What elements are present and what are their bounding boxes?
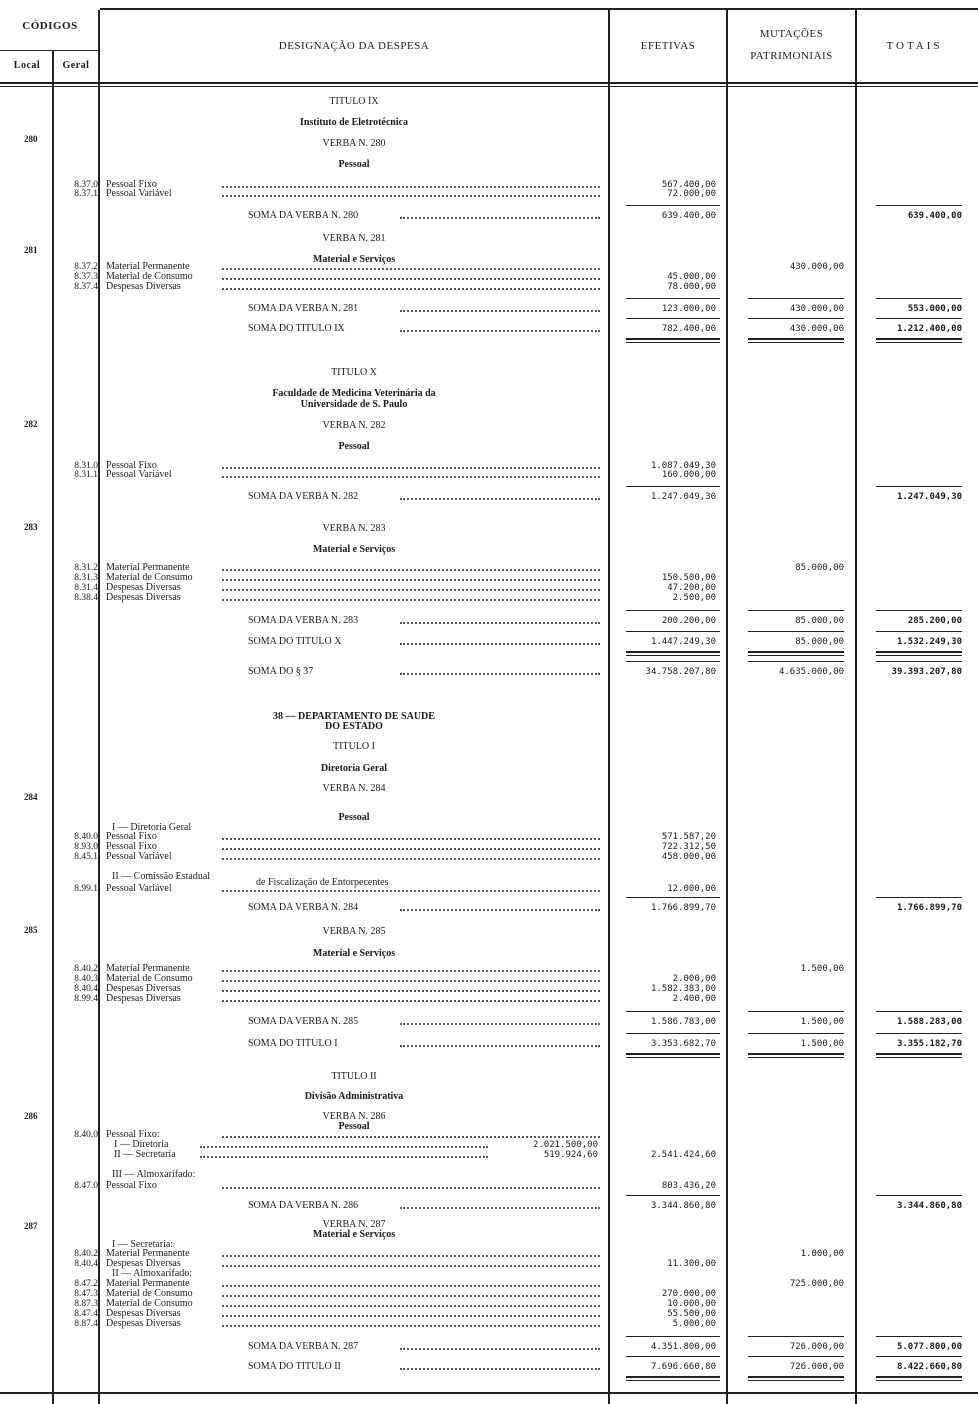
total-rule: [748, 655, 844, 656]
mutacoes-value: 1.000,00: [800, 1249, 844, 1259]
leader-dots: [222, 838, 600, 840]
leader-dots: [222, 1255, 600, 1257]
expense-item: Despesas Diversas: [106, 993, 181, 1004]
total-rule: [626, 897, 720, 898]
efetivas-value: 2.541.424,60: [650, 1150, 716, 1160]
expense-item: Despesas Diversas: [106, 1318, 181, 1329]
mutacoes-total: 430.000,00: [789, 304, 844, 314]
total-rule: [876, 631, 962, 632]
header-patrimoniais: PATRIMONIAIS: [750, 50, 833, 62]
total-rule: [626, 342, 720, 343]
efetivas-value: 803.436,20: [661, 1181, 716, 1191]
local-code: 280: [24, 134, 38, 144]
total-rule: [626, 1376, 720, 1378]
expense-item: Despesas Diversas: [106, 983, 181, 994]
expense-item: Material Permanente: [106, 562, 190, 573]
grand-total: 1.766.899,70: [896, 903, 962, 913]
leader-dots: [400, 498, 600, 500]
total-rule: [626, 205, 720, 206]
header-totais: TOTAIS: [886, 40, 943, 52]
mutacoes-value: 85.000,00: [795, 563, 844, 573]
total-rule: [876, 655, 962, 656]
section-heading: VERBA N. 285: [322, 926, 386, 937]
subsection-label: III — Almoxarifado:: [112, 1169, 196, 1180]
general-code: 8.31.2: [74, 563, 98, 573]
efetivas-value: 78.000,00: [667, 282, 716, 292]
leader-dots: [400, 1023, 600, 1025]
expense-item: Pessoal Fixo: [106, 1180, 157, 1191]
total-rule: [876, 1195, 962, 1196]
total-rule: [626, 610, 720, 611]
expense-subitem: I — Diretoria: [114, 1139, 169, 1150]
leader-dots: [222, 186, 600, 188]
general-code: 8.40.2: [74, 964, 98, 974]
total-rule: [876, 610, 962, 611]
total-rule: [626, 631, 720, 632]
section-heading: VERBA N. 280: [322, 138, 386, 149]
total-rule: [626, 655, 720, 656]
expense-item: Despesas Diversas: [106, 592, 181, 603]
leader-dots: [400, 1045, 600, 1047]
expense-item: Material Permanente: [106, 1278, 190, 1289]
sum-label: SOMA DA VERBA N. 287: [248, 1341, 359, 1352]
sum-label: SOMA DO TITULO I: [248, 1038, 338, 1049]
total-rule: [626, 298, 720, 299]
leader-dots: [400, 1368, 600, 1370]
efetivas-value: 2.500,00: [672, 593, 716, 603]
efetivas-total: 200.200,00: [661, 616, 716, 626]
sum-label: SOMA DO TITULO IX: [248, 323, 345, 334]
total-rule: [748, 661, 844, 662]
section-heading: Pessoal: [338, 812, 370, 823]
grand-total: 639.400,00: [907, 211, 962, 221]
total-rule: [876, 205, 962, 206]
general-code: 8.47.4: [74, 1309, 98, 1319]
efetivas-value: 12.000,00: [667, 884, 716, 894]
expense-item: Material de Consumo: [106, 572, 193, 583]
efetivas-total: 1.447.249,30: [650, 637, 716, 647]
leader-dots: [400, 1348, 600, 1350]
mutacoes-total: 1.500,00: [800, 1017, 844, 1027]
local-code: 287: [24, 1221, 38, 1231]
section-heading: Diretoria Geral: [320, 763, 388, 774]
general-code: 8.31.4: [74, 583, 98, 593]
efetivas-value: 10.000,00: [667, 1299, 716, 1309]
total-rule: [876, 661, 962, 662]
general-code: 8.37.4: [74, 282, 98, 292]
expense-item: Material Permanente: [106, 963, 190, 974]
total-rule: [876, 342, 962, 343]
leader-dots: [222, 1305, 600, 1307]
efetivas-value: 45.000,00: [667, 272, 716, 282]
expense-item: Pessoal Fixo:: [106, 1129, 160, 1140]
efetivas-total: 3.344.860,80: [650, 1201, 716, 1211]
section-heading: DO ESTADO: [325, 721, 383, 732]
header-efetivas: EFETIVAS: [640, 40, 696, 52]
section-heading: Faculdade de Medicina Veterinária da: [272, 388, 436, 399]
expense-item: Despesas Diversas: [106, 582, 181, 593]
total-rule: [626, 1011, 720, 1012]
general-code: 8.40.3: [74, 974, 98, 984]
expense-item: Despesas Diversas: [106, 1258, 181, 1269]
expense-item: Material Permanente: [106, 261, 190, 272]
leader-dots: [222, 579, 600, 581]
general-code: 8.47.2: [74, 1279, 98, 1289]
general-code: 8.40.2: [74, 1249, 98, 1259]
subsection-label: I — Secretaria:: [112, 1239, 174, 1250]
general-code: 8.40.0: [74, 832, 98, 842]
leader-dots: [222, 970, 600, 972]
total-rule: [626, 1057, 720, 1058]
total-rule: [626, 1336, 720, 1337]
efetivas-value: 567.400,00: [661, 180, 716, 190]
total-rule: [748, 610, 844, 611]
total-rule: [748, 1376, 844, 1378]
general-code: 8.99.1: [74, 884, 98, 894]
total-rule: [748, 338, 844, 340]
leader-dots: [400, 643, 600, 645]
total-rule: [748, 651, 844, 653]
mutacoes-value: 1.500,00: [800, 964, 844, 974]
section-heading: Material e Serviços: [312, 948, 396, 959]
general-code: 8.47.0: [74, 1181, 98, 1191]
local-code: 286: [24, 1111, 38, 1121]
leader-dots: [222, 1265, 600, 1267]
section-heading: Instituto de Eletrotécnica: [299, 117, 409, 128]
mutacoes-value: 430.000,00: [789, 262, 844, 272]
total-rule: [748, 631, 844, 632]
leader-dots: [222, 589, 600, 591]
local-code: 282: [24, 419, 38, 429]
section-heading: Divisão Administrativa: [304, 1091, 404, 1102]
leader-dots: [222, 1000, 600, 1002]
general-code: 8.40.0: [74, 1130, 98, 1140]
grand-total: 3.355.182,70: [896, 1039, 962, 1049]
general-code: 8.31.0: [74, 461, 98, 471]
efetivas-value: 270.000,00: [661, 1289, 716, 1299]
grand-total: 1.212.400,00: [896, 324, 962, 334]
section-heading: VERBA N. 283: [322, 523, 386, 534]
efetivas-total: 123.000,00: [661, 304, 716, 314]
total-rule: [626, 1033, 720, 1034]
expense-item: Pessoal Fixo: [106, 179, 157, 190]
section-heading: Pessoal: [338, 159, 370, 170]
total-rule: [0, 1392, 978, 1394]
sum-label: SOMA DA VERBA N. 283: [248, 615, 359, 626]
local-code: 284: [24, 792, 38, 802]
total-rule: [876, 1356, 962, 1357]
leader-dots: [222, 268, 600, 270]
leader-dots: [222, 278, 600, 280]
local-code: 283: [24, 522, 38, 532]
total-rule: [876, 298, 962, 299]
partial-value: 2.021.500,00: [532, 1140, 598, 1150]
grand-total: 1.532.249,30: [896, 637, 962, 647]
leader-dots: [222, 288, 600, 290]
grand-total: 1.247.049,30: [896, 492, 962, 502]
section-heading: TITULO X: [331, 367, 377, 378]
leader-dots: [222, 569, 600, 571]
total-rule: [876, 1011, 962, 1012]
total-rule: [876, 1336, 962, 1337]
subsection-label: II — Almoxarifado:: [112, 1268, 192, 1279]
total-rule: [748, 1356, 844, 1357]
total-rule: [748, 1011, 844, 1012]
expense-item: Material de Consumo: [106, 1288, 193, 1299]
efetivas-total: 782.400,00: [661, 324, 716, 334]
total-rule: [748, 1336, 844, 1337]
grand-total: 1.588.283,00: [896, 1017, 962, 1027]
subsection-label: de Fiscalização de Entorpecentes: [256, 877, 389, 888]
general-code: 8.38.4: [74, 593, 98, 603]
expense-item: Material Permanente: [106, 1248, 190, 1259]
header-mutacoes: MUTAÇÕES: [759, 28, 824, 40]
leader-dots: [222, 1187, 600, 1189]
leader-dots: [400, 310, 600, 312]
local-code: 281: [24, 245, 38, 255]
section-heading: TITULO IX: [329, 96, 379, 107]
grand-total: 285.200,00: [907, 616, 962, 626]
sum-label: SOMA DA VERBA N. 281: [248, 303, 359, 314]
efetivas-value: 2.000,00: [672, 974, 716, 984]
sum-label: SOMA DO TITULO II: [248, 1361, 341, 1372]
leader-dots: [222, 1136, 600, 1138]
expense-item: Despesas Diversas: [106, 281, 181, 292]
subsection-label: II — Comissão Estadual: [112, 871, 211, 882]
efetivas-value: 72.000,00: [667, 189, 716, 199]
leader-dots: [222, 890, 600, 892]
total-rule: [626, 1053, 720, 1055]
section-heading: Universidade de S. Paulo: [300, 399, 408, 410]
expense-subitem: II — Secretaria: [114, 1149, 176, 1160]
sum-label: SOMA DA VERBA N. 282: [248, 491, 359, 502]
efetivas-total: 639.400,00: [661, 211, 716, 221]
total-rule: [876, 897, 962, 898]
sum-label: SOMA DA VERBA N. 286: [248, 1200, 359, 1211]
section-heading: Material e Serviços: [312, 254, 396, 265]
total-rule: [626, 1380, 720, 1381]
total-rule: [748, 342, 844, 343]
partial-value: 519.924,60: [543, 1150, 598, 1160]
efetivas-value: 160.000,00: [661, 470, 716, 480]
expense-item: Pessoal Fixo: [106, 460, 157, 471]
total-rule: [626, 1195, 720, 1196]
expense-item: Despesas Diversas: [106, 1308, 181, 1319]
mutacoes-total: 726.000,00: [789, 1342, 844, 1352]
general-code: 8.47.3: [74, 1289, 98, 1299]
leader-dots: [222, 195, 600, 197]
expense-item: Pessoal Variável: [106, 851, 172, 862]
mutacoes-total: 85.000,00: [795, 637, 844, 647]
total-rule: [876, 1053, 962, 1055]
efetivas-total: 4.351.800,00: [650, 1342, 716, 1352]
general-code: 8.87.3: [74, 1299, 98, 1309]
efetivas-value: 458.000,00: [661, 852, 716, 862]
expense-item: Pessoal Variável: [106, 188, 172, 199]
total-rule: [748, 298, 844, 299]
subsection-label: I — Diretoria Geral: [112, 822, 192, 833]
efetivas-value: 1.087.049,30: [650, 461, 716, 471]
general-code: 8.87.4: [74, 1319, 98, 1329]
efetivas-total: 3.353.682,70: [650, 1039, 716, 1049]
general-code: 8.31.1: [74, 470, 98, 480]
total-rule: [876, 651, 962, 653]
expense-item: Material de Consumo: [106, 271, 193, 282]
expense-item: Pessoal Fixo: [106, 841, 157, 852]
sum-label: SOMA DO TITULO X: [248, 636, 342, 647]
general-code: 8.37.3: [74, 272, 98, 282]
leader-dots: [222, 467, 600, 469]
section-heading: 38 — DEPARTAMENTO DE SAUDE: [273, 711, 435, 722]
general-code: 8.37.1: [74, 189, 98, 199]
general-code: 8.37.0: [74, 180, 98, 190]
local-code: 285: [24, 925, 38, 935]
general-code: 8.40.4: [74, 1259, 98, 1269]
total-rule: [626, 661, 720, 662]
expense-item: Pessoal Variável: [106, 469, 172, 480]
efetivas-value: 571.587,20: [661, 832, 716, 842]
total-rule: [748, 1380, 844, 1381]
section-heading: VERBA N. 281: [322, 233, 386, 244]
mutacoes-total: 726.000,00: [789, 1362, 844, 1372]
total-rule: [876, 1380, 962, 1381]
general-code: 8.40.4: [74, 984, 98, 994]
total-rule: [748, 1057, 844, 1058]
section-heading: Pessoal: [338, 1121, 370, 1132]
total-rule: [626, 338, 720, 340]
total-rule: [876, 486, 962, 487]
efetivas-total: 7.696.660,80: [650, 1362, 716, 1372]
sum-label: SOMA DA VERBA N. 284: [248, 902, 359, 913]
header-geral: Geral: [62, 60, 90, 71]
efetivas-value: 55.500,00: [667, 1309, 716, 1319]
efetivas-value: 150.500,00: [661, 573, 716, 583]
total-rule: [626, 651, 720, 653]
efetivas-total: 34.758.207,80: [645, 667, 716, 677]
total-rule: [748, 318, 844, 319]
leader-dots: [222, 990, 600, 992]
section-heading: VERBA N. 284: [322, 783, 386, 794]
sum-label: SOMA DO § 37: [248, 666, 314, 677]
section-heading: Material e Serviços: [312, 544, 396, 555]
efetivas-value: 722.312,50: [661, 842, 716, 852]
general-code: 8.99.4: [74, 994, 98, 1004]
mutacoes-total: 85.000,00: [795, 616, 844, 626]
section-heading: TITULO I: [333, 741, 375, 752]
total-rule: [626, 1356, 720, 1357]
total-rule: [876, 1033, 962, 1034]
leader-dots: [400, 330, 600, 332]
section-heading: Material e Serviços: [312, 1229, 396, 1240]
leader-dots: [200, 1156, 488, 1158]
leader-dots: [400, 622, 600, 624]
section-heading: TITULO II: [331, 1071, 377, 1082]
efetivas-total: 1.766.899,70: [650, 903, 716, 913]
section-heading: VERBA N. 287: [322, 1219, 386, 1230]
sum-label: SOMA DA VERBA N. 280: [248, 210, 359, 221]
general-code: 8.45.1: [74, 852, 98, 862]
general-code: 8.37.2: [74, 262, 98, 272]
mutacoes-value: 725.000,00: [789, 1279, 844, 1289]
efetivas-value: 47.200,00: [667, 583, 716, 593]
header-designacao: DESIGNAÇÃO DA DESPESA: [278, 40, 430, 52]
leader-dots: [400, 217, 600, 219]
leader-dots: [222, 1285, 600, 1287]
total-rule: [876, 1057, 962, 1058]
grand-total: 8.422.660,80: [896, 1362, 962, 1372]
total-rule: [748, 1053, 844, 1055]
total-rule: [876, 338, 962, 340]
efetivas-value: 1.582.383,00: [650, 984, 716, 994]
leader-dots: [222, 599, 600, 601]
general-code: 8.31.3: [74, 573, 98, 583]
grand-total: 553.000,00: [907, 304, 962, 314]
expense-item: Material de Consumo: [106, 1298, 193, 1309]
efetivas-total: 1.586.783,00: [650, 1017, 716, 1027]
sum-label: SOMA DA VERBA N. 285: [248, 1016, 359, 1027]
grand-total: 5.077.800,00: [896, 1342, 962, 1352]
leader-dots: [400, 909, 600, 911]
leader-dots: [222, 476, 600, 478]
header-codigos: CÓDIGOS: [22, 20, 78, 32]
section-heading: VERBA N. 286: [322, 1111, 386, 1122]
leader-dots: [400, 673, 600, 675]
leader-dots: [222, 848, 600, 850]
leader-dots: [222, 1295, 600, 1297]
efetivas-total: 1.247.049,30: [650, 492, 716, 502]
leader-dots: [222, 1325, 600, 1327]
expense-item: Pessoal Fixo: [106, 831, 157, 842]
section-heading: VERBA N. 282: [322, 420, 386, 431]
mutacoes-total: 1.500,00: [800, 1039, 844, 1049]
total-rule: [876, 318, 962, 319]
total-rule: [748, 1033, 844, 1034]
header-local: Local: [13, 60, 41, 71]
grand-total: 3.344.860,80: [896, 1201, 962, 1211]
general-code: 8.93.0: [74, 842, 98, 852]
total-rule: [626, 486, 720, 487]
efetivas-value: 2.400,00: [672, 994, 716, 1004]
total-rule: [626, 318, 720, 319]
mutacoes-total: 4.635.000,00: [778, 667, 844, 677]
leader-dots: [222, 858, 600, 860]
expense-item: Material de Consumo: [106, 973, 193, 984]
section-heading: Pessoal: [338, 441, 370, 452]
leader-dots: [222, 1315, 600, 1317]
total-rule: [876, 1376, 962, 1378]
grand-total: 39.393.207,80: [891, 667, 962, 677]
efetivas-value: 5.000,00: [672, 1319, 716, 1329]
efetivas-value: 11.300,00: [667, 1259, 716, 1269]
mutacoes-total: 430.000,00: [789, 324, 844, 334]
leader-dots: [222, 980, 600, 982]
expense-item: Pessoal Variável: [106, 883, 172, 894]
leader-dots: [400, 1207, 600, 1209]
leader-dots: [200, 1146, 488, 1148]
